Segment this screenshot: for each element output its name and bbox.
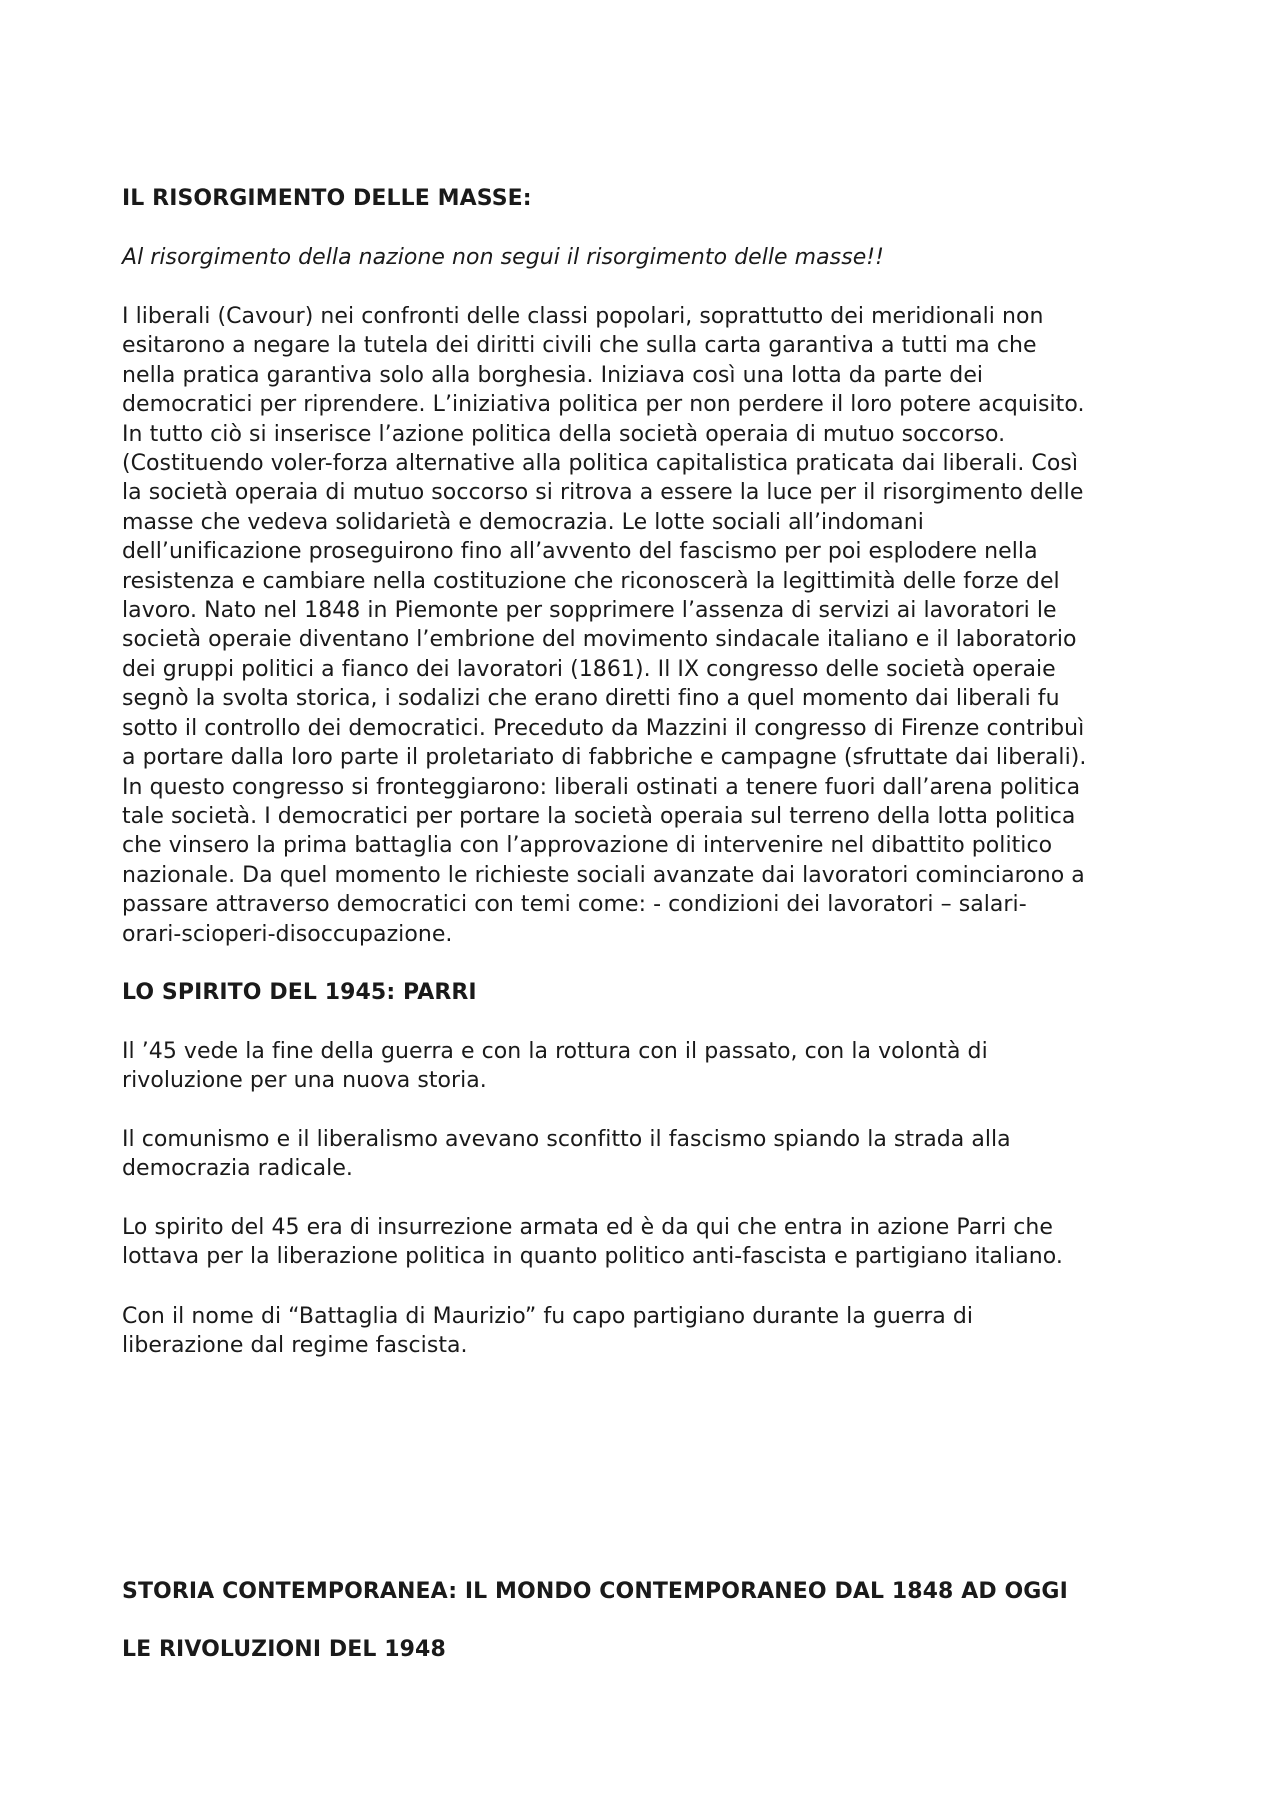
text-line: orari-scioperi-disoccupazione. — [122, 921, 453, 947]
text-line: lottava per la liberazione politica in quanto politico anti-fascista e partigiano italiano. — [122, 1244, 1063, 1270]
text-line: rivoluzione per una nuova storia. — [122, 1068, 487, 1094]
section-heading-risorgimento: IL RISORGIMENTO DELLE MASSE: — [122, 186, 532, 211]
text-line: Con il nome di “Battaglia di Maurizio” fu capo partigiano durante la guerra di — [122, 1304, 974, 1329]
text-line: segnò la svolta storica, i sodalizi che erano diretti fino a quel momento dai liberali fu — [122, 686, 1060, 712]
text-line: nella pratica garantiva solo alla borghesia. Iniziava così una lotta da parte dei — [122, 362, 984, 388]
text-line: (Costituendo voler-forza alternative alla politica capitalistica praticata dai liberali. Così — [122, 451, 1079, 477]
text-line: In tutto ciò si inserisce l’azione politica della società operaia di mutuo soccorso. — [122, 421, 1006, 447]
section-heading-spirito-1945: LO SPIRITO DEL 1945: PARRI — [122, 980, 477, 1005]
text-line: In questo congresso si fronteggiarono: liberali ostinati a tenere fuori dall’arena politica — [122, 774, 1081, 800]
text-line: tale società. I democratici per portare la società operaia sul terreno della lotta politica — [122, 803, 1076, 829]
text-line: sotto il controllo dei democratici. Preceduto da Mazzini il congresso di Firenze contribuì — [122, 715, 1085, 741]
text-line: a portare dalla loro parte il proletariato di fabbriche e campagne (sfruttate dai liberali). — [122, 745, 1087, 771]
section-heading-storia-contemporanea: STORIA CONTEMPORANEA: IL MONDO CONTEMPORANEO DAL 1848 AD OGGI — [122, 1579, 1068, 1604]
text-line: masse che vedeva solidarietà e democrazia. Le lotte sociali all’indomani — [122, 509, 924, 535]
paragraph-comunismo-liberalismo — [122, 1125, 1182, 1184]
text-line: nazionale. Da quel momento le richieste sociali avanzate dai lavoratori cominciarono a — [122, 862, 1085, 888]
text-line: democratici per riprendere. L’iniziativa politica per non perdere il loro potere acquisito. — [122, 392, 1085, 418]
text-line: democrazia radicale. — [122, 1156, 353, 1182]
text-line: la società operaia di mutuo soccorso si ritrova a essere la luce per il risorgimento delle — [122, 480, 1084, 506]
text-line: dei gruppi politici a fianco dei lavoratori (1861). Il IX congresso delle società operaie — [122, 656, 1056, 682]
text-line: società operaie diventano l’embrione del movimento sindacale italiano e il laboratorio — [122, 627, 1077, 653]
text-line: liberazione dal regime fascista. — [122, 1333, 468, 1359]
text-line: esitarono a negare la tutela dei diritti civili che sulla carta garantiva a tutti ma che — [122, 333, 1037, 359]
text-line: Il comunismo e il liberalismo avevano sconfitto il fascismo spiando la strada alla — [122, 1127, 1011, 1152]
text-line: Lo spirito del 45 era di insurrezione armata ed è da qui che entra in azione Parri che — [122, 1215, 1054, 1240]
paragraph-spirito-45 — [122, 1213, 1182, 1272]
paragraph-battaglia-maurizio — [122, 1302, 1182, 1361]
text-line: resistenza e cambiare nella costituzione che riconoscerà la legittimità delle forze del — [122, 568, 1060, 594]
text-line: che vinsero la prima battaglia con l’approvazione di intervenire nel dibattito politico — [122, 833, 1053, 859]
text-line: I liberali (Cavour) nei confronti delle classi popolari, soprattutto dei meridionali non — [122, 304, 1044, 329]
body-paragraph-risorgimento — [122, 302, 1182, 949]
text-line: Il ’45 vede la fine della guerra e con la rottura con il passato, con la volontà di — [122, 1039, 988, 1064]
intro-sentence: Al risorgimento della nazione non segui il risorgimento delle masse!! — [122, 245, 885, 270]
text-line: lavoro. Nato nel 1848 in Piemonte per sopprimere l’assenza di servizi ai lavoratori le — [122, 598, 1057, 624]
paragraph-fine-guerra — [122, 1037, 1182, 1096]
section-subheading-rivoluzioni: LE RIVOLUZIONI DEL 1948 — [122, 1637, 446, 1662]
text-line: dell’unificazione proseguirono fino all’avvento del fascismo per poi esplodere nella — [122, 539, 1038, 565]
text-line: passare attraverso democratici con temi come: - condizioni dei lavoratori – salari- — [122, 892, 1027, 918]
